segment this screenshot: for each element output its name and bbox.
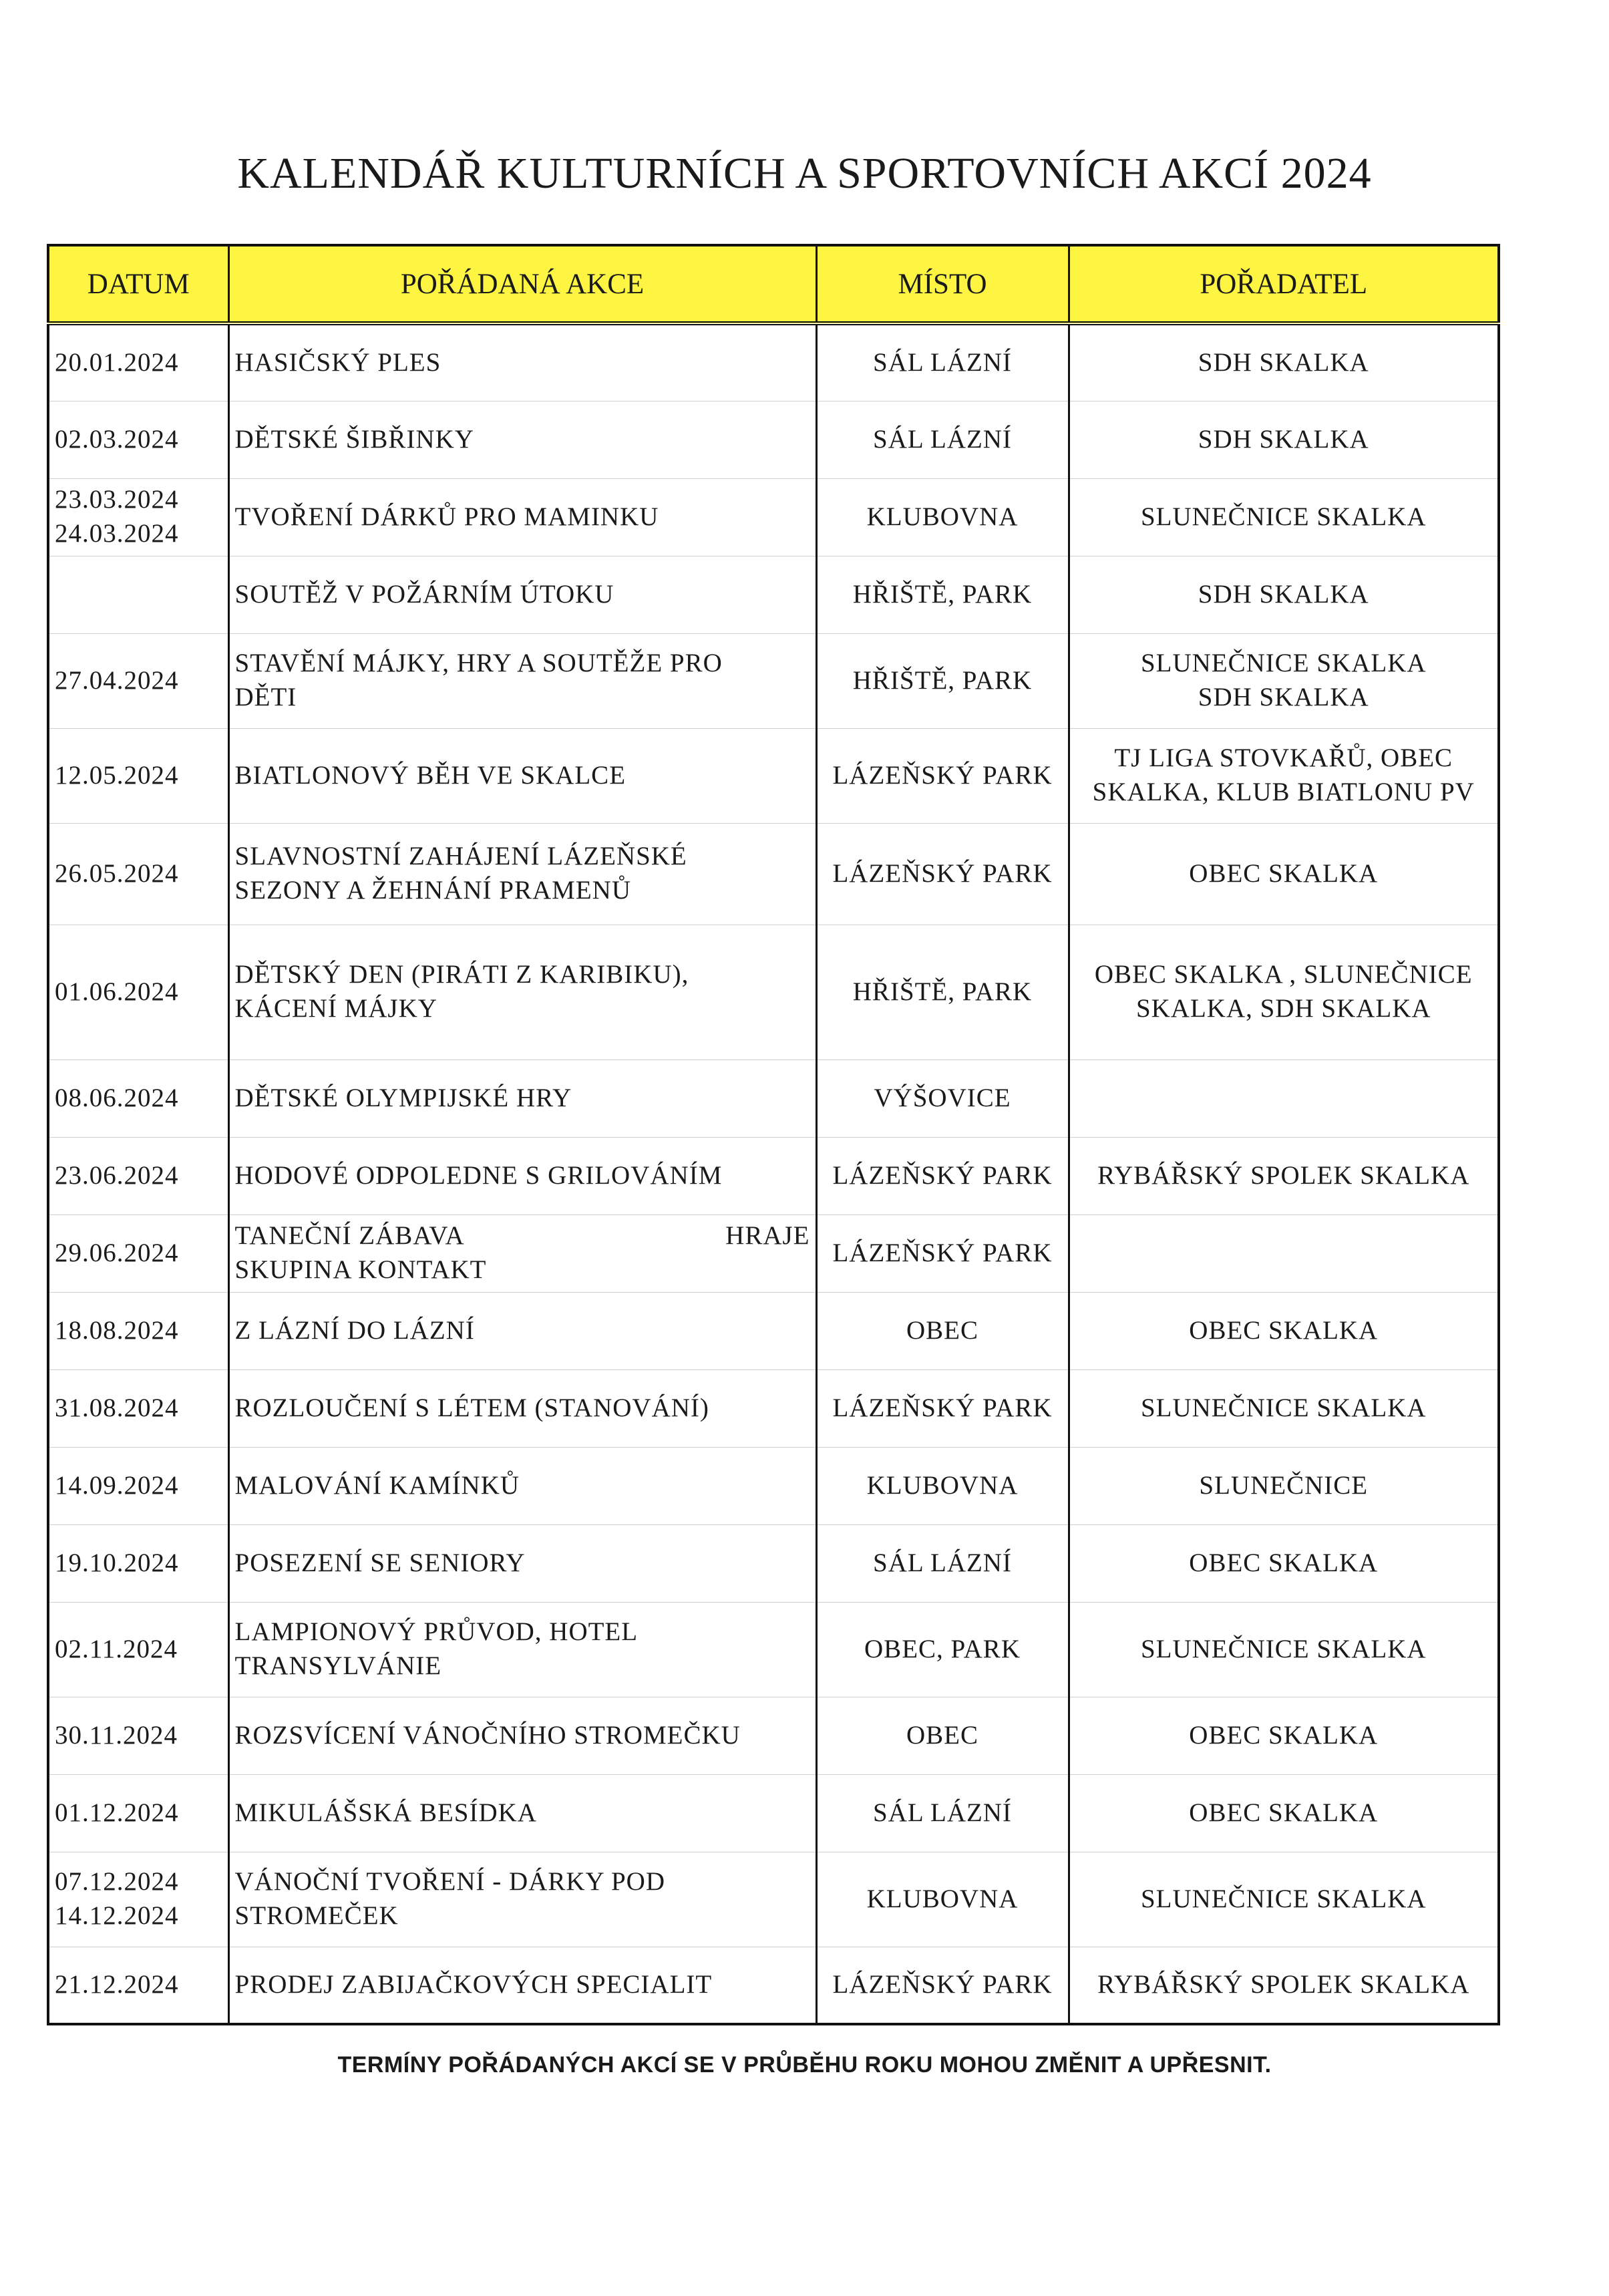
- place-cell: [816, 1852, 1069, 1947]
- event-line: HASIČSKÝ PLES: [234, 347, 441, 377]
- place-text: OBEC, PARK: [864, 1634, 1021, 1663]
- place-cell: [816, 728, 1069, 823]
- place-text: SÁL LÁZNÍ: [873, 1548, 1012, 1577]
- date-cell: [48, 1369, 228, 1447]
- place-text: OBEC: [906, 1315, 978, 1345]
- table-row: [48, 556, 1499, 633]
- event-line: ROZLOUČENÍ S LÉTEM (STANOVÁNÍ): [234, 1393, 709, 1422]
- table-row: [48, 728, 1499, 823]
- page-title: KALENDÁŘ KULTURNÍCH A SPORTOVNÍCH AKCÍ 2024: [237, 149, 1372, 198]
- date-cell: [48, 1852, 228, 1947]
- date-cell: [48, 1447, 228, 1524]
- organizer-line: SKALKA, SDH SKALKA: [1135, 994, 1431, 1023]
- place-cell: [816, 1447, 1069, 1524]
- table-row: [48, 823, 1499, 925]
- organizer-line: SKALKA, KLUB BIATLONU PV: [1092, 778, 1475, 806]
- event-line: ROZSVÍCENÍ VÁNOČNÍHO STROMEČKU: [234, 1720, 741, 1750]
- organizer-cell: [1069, 1947, 1499, 2024]
- event-cell: [228, 323, 816, 401]
- organizer-cell: [1069, 1602, 1499, 1697]
- event-cell: [228, 1292, 816, 1369]
- event-cell: [228, 823, 816, 925]
- organizer-line: SDH SKALKA: [1198, 579, 1369, 609]
- place-text: HŘIŠTĚ, PARK: [852, 977, 1033, 1006]
- date-cell: [48, 728, 228, 823]
- date-line: 23.06.2024: [55, 1160, 179, 1190]
- organizer-cell: [1069, 1369, 1499, 1447]
- organizer-line: RYBÁŘSKÝ SPOLEK SKALKA: [1097, 1160, 1470, 1190]
- organizer-line: OBEC SKALKA: [1189, 1720, 1379, 1750]
- table-row: [48, 1602, 1499, 1697]
- event-line: SLAVNOSTNÍ ZAHÁJENÍ LÁZEŇSKÉ: [234, 842, 687, 871]
- table-row: [48, 1852, 1499, 1947]
- event-line: KÁCENÍ MÁJKY: [234, 994, 437, 1023]
- organizer-cell: [1069, 1774, 1499, 1852]
- event-cell: [228, 1524, 816, 1602]
- date-line: 08.06.2024: [55, 1083, 179, 1112]
- date-cell: [48, 1524, 228, 1602]
- event-cell: [228, 1369, 816, 1447]
- organizer-cell: [1069, 823, 1499, 925]
- table-row: [48, 323, 1499, 401]
- event-line: MALOVÁNÍ KAMÍNKŮ: [234, 1470, 520, 1500]
- event-cell: [228, 556, 816, 633]
- place-text: SÁL LÁZNÍ: [873, 424, 1012, 454]
- event-cell: [228, 1137, 816, 1214]
- organizer-line: SLUNEČNICE SKALKA: [1140, 1393, 1427, 1422]
- place-cell: [816, 401, 1069, 478]
- event-cell: [228, 1602, 816, 1697]
- date-cell: [48, 1697, 228, 1774]
- date-cell: [48, 823, 228, 925]
- place-cell: [816, 1137, 1069, 1214]
- event-line: SEZONY A ŽEHNÁNÍ PRAMENŮ: [234, 876, 631, 905]
- event-cell: [228, 1774, 816, 1852]
- place-text: SÁL LÁZNÍ: [873, 347, 1012, 377]
- event-text: HRAJE: [725, 1221, 810, 1251]
- event-cell: [228, 1447, 816, 1524]
- event-cell: [228, 728, 816, 823]
- place-cell: [816, 1059, 1069, 1137]
- event-cell: [228, 1852, 816, 1947]
- place-cell: [816, 633, 1069, 728]
- event-line: [235, 1219, 810, 1253]
- event-line: TVOŘENÍ DÁRKŮ PRO MAMINKU: [234, 502, 659, 531]
- event-line: STAVĚNÍ MÁJKY, HRY A SOUTĚŽE PRO: [234, 649, 723, 678]
- date-cell: [48, 1292, 228, 1369]
- event-line: MIKULÁŠSKÁ BESÍDKA: [234, 1798, 537, 1827]
- organizer-line: SDH SKALKA: [1198, 424, 1369, 454]
- date-line: 14.09.2024: [55, 1470, 179, 1500]
- date-line: 19.10.2024: [55, 1548, 179, 1577]
- organizer-line: SLUNEČNICE SKALKA: [1140, 649, 1427, 678]
- event-line: SOUTĚŽ V POŽÁRNÍM ÚTOKU: [234, 579, 614, 609]
- event-cell: [228, 1214, 816, 1292]
- place-cell: [816, 1774, 1069, 1852]
- date-line: 30.11.2024: [55, 1720, 178, 1750]
- event-line: DĚTSKÝ DEN (PIRÁTI Z KARIBIKU),: [234, 960, 689, 989]
- date-line: 01.06.2024: [55, 977, 179, 1006]
- organizer-cell: [1069, 1214, 1499, 1292]
- date-line: 26.05.2024: [55, 858, 179, 888]
- organizer-cell: [1069, 1524, 1499, 1602]
- date-cell: [48, 556, 228, 633]
- organizer-line: RYBÁŘSKÝ SPOLEK SKALKA: [1097, 1969, 1470, 1999]
- date-line: 31.08.2024: [55, 1393, 179, 1422]
- event-cell: [228, 478, 816, 556]
- date-line: 01.12.2024: [55, 1798, 179, 1827]
- place-cell: [816, 1697, 1069, 1774]
- date-line: 12.05.2024: [55, 760, 179, 790]
- table-row: [48, 925, 1499, 1059]
- place-cell: [816, 556, 1069, 633]
- event-line: SKUPINA KONTAKT: [234, 1255, 487, 1284]
- organizer-line: SLUNEČNICE: [1199, 1470, 1369, 1500]
- table-row: [48, 1369, 1499, 1447]
- header-date: DATUM: [48, 245, 228, 323]
- event-text: TANEČNÍ ZÁBAVA: [234, 1221, 465, 1251]
- place-cell: [816, 478, 1069, 556]
- place-text: KLUBOVNA: [866, 1884, 1019, 1913]
- event-cell: [228, 1059, 816, 1137]
- place-cell: [816, 1292, 1069, 1369]
- event-cell: [228, 925, 816, 1059]
- date-cell: [48, 401, 228, 478]
- date-line: 07.12.2024: [55, 1867, 179, 1897]
- date-cell: [48, 633, 228, 728]
- date-cell: [48, 1602, 228, 1697]
- date-line: 21.12.2024: [55, 1969, 179, 1999]
- organizer-cell: [1069, 1292, 1499, 1369]
- place-cell: [816, 1947, 1069, 2024]
- date-cell: [48, 1947, 228, 2024]
- organizer-cell: [1069, 556, 1499, 633]
- date-line: 24.03.2024: [55, 519, 179, 548]
- table-row: [48, 1137, 1499, 1214]
- table-row: [48, 1524, 1499, 1602]
- organizer-line: SLUNEČNICE SKALKA: [1140, 1634, 1427, 1663]
- date-cell: [48, 323, 228, 401]
- table-row: [48, 1059, 1499, 1137]
- organizer-line: OBEC SKALKA: [1189, 1548, 1379, 1577]
- event-line: LAMPIONOVÝ PRŮVOD, HOTEL: [234, 1617, 639, 1647]
- place-text: LÁZEŇSKÝ PARK: [832, 1393, 1053, 1422]
- table-row: [48, 1447, 1499, 1524]
- date-line: 29.06.2024: [55, 1238, 179, 1267]
- organizer-cell: [1069, 1447, 1499, 1524]
- event-line: VÁNOČNÍ TVOŘENÍ - DÁRKY POD: [234, 1867, 665, 1897]
- place-text: HŘIŠTĚ, PARK: [852, 579, 1033, 609]
- event-line: STROMEČEK: [234, 1901, 399, 1930]
- date-cell: [48, 1774, 228, 1852]
- place-text: LÁZEŇSKÝ PARK: [832, 1238, 1053, 1267]
- organizer-line: TJ LIGA STOVKAŘŮ, OBEC: [1114, 744, 1453, 773]
- table-row: [48, 1774, 1499, 1852]
- place-text: HŘIŠTĚ, PARK: [852, 665, 1033, 695]
- organizer-cell: [1069, 478, 1499, 556]
- place-text: VÝŠOVICE: [874, 1083, 1011, 1112]
- organizer-cell: [1069, 925, 1499, 1059]
- place-text: LÁZEŇSKÝ PARK: [832, 1969, 1053, 1999]
- events-table: [47, 244, 1500, 2025]
- event-cell: [228, 1697, 816, 1774]
- event-line: PRODEJ ZABIJAČKOVÝCH SPECIALIT: [234, 1969, 713, 1999]
- date-line: 14.12.2024: [55, 1901, 179, 1930]
- organizer-cell: [1069, 401, 1499, 478]
- table-row: [48, 478, 1499, 556]
- date-cell: [48, 1214, 228, 1292]
- organizer-line: OBEC SKALKA: [1189, 1315, 1379, 1345]
- date-cell: [48, 925, 228, 1059]
- organizer-cell: [1069, 728, 1499, 823]
- date-cell: [48, 1059, 228, 1137]
- table-row: [48, 1697, 1499, 1774]
- organizer-line: OBEC SKALKA: [1189, 1798, 1379, 1827]
- event-line: TRANSYLVÁNIE: [234, 1651, 442, 1680]
- place-text: LÁZEŇSKÝ PARK: [832, 760, 1053, 790]
- table-row: [48, 633, 1499, 728]
- table-row: [48, 401, 1499, 478]
- place-cell: [816, 925, 1069, 1059]
- event-line: Z LÁZNÍ DO LÁZNÍ: [234, 1315, 475, 1345]
- date-line: 20.01.2024: [55, 347, 179, 377]
- place-cell: [816, 1369, 1069, 1447]
- footer-note: TERMÍNY POŘÁDANÝCH AKCÍ SE V PRŮBĚHU ROKU MOHOU ZMĚNIT A UPŘESNIT.: [337, 2052, 1272, 2078]
- date-line: 23.03.2024: [55, 485, 179, 514]
- organizer-cell: [1069, 323, 1499, 401]
- place-cell: [816, 1214, 1069, 1292]
- place-cell: [816, 1602, 1069, 1697]
- event-line: DĚTSKÉ ŠIBŘINKY: [234, 424, 474, 454]
- date-cell: [48, 478, 228, 556]
- header-organizer: POŘADATEL: [1069, 245, 1499, 323]
- place-cell: [816, 823, 1069, 925]
- organizer-cell: [1069, 1697, 1499, 1774]
- organizer-line: OBEC SKALKA: [1189, 858, 1379, 888]
- organizer-line: SDH SKALKA: [1198, 347, 1369, 377]
- organizer-cell: [1069, 1137, 1499, 1214]
- place-text: KLUBOVNA: [866, 502, 1019, 531]
- header-place: MÍSTO: [816, 245, 1069, 323]
- date-cell: [48, 1137, 228, 1214]
- organizer-line: SLUNEČNICE SKALKA: [1140, 1884, 1427, 1913]
- date-line: 02.03.2024: [55, 424, 179, 454]
- place-text: LÁZEŇSKÝ PARK: [832, 858, 1053, 888]
- place-text: OBEC: [906, 1720, 978, 1750]
- organizer-cell: [1069, 633, 1499, 728]
- event-line: DĚTSKÉ OLYMPIJSKÉ HRY: [234, 1083, 572, 1112]
- table-row: [48, 1292, 1499, 1369]
- place-cell: [816, 1524, 1069, 1602]
- event-cell: [228, 633, 816, 728]
- event-cell: [228, 1947, 816, 2024]
- date-line: 02.11.2024: [55, 1634, 178, 1663]
- event-cell: [228, 401, 816, 478]
- date-line: 27.04.2024: [55, 665, 179, 695]
- place-text: SÁL LÁZNÍ: [873, 1798, 1012, 1827]
- organizer-line: SDH SKALKA: [1198, 683, 1369, 711]
- event-line: HODOVÉ ODPOLEDNE S GRILOVÁNÍM: [234, 1160, 723, 1190]
- place-text: KLUBOVNA: [866, 1470, 1019, 1500]
- place-text: LÁZEŇSKÝ PARK: [832, 1160, 1053, 1190]
- header-event: POŘÁDANÁ AKCE: [228, 245, 816, 323]
- table-header-row: [48, 245, 1499, 323]
- event-line: BIATLONOVÝ BĚH VE SKALCE: [234, 760, 627, 790]
- event-line: DĚTI: [234, 683, 297, 711]
- place-cell: [816, 323, 1069, 401]
- organizer-cell: [1069, 1059, 1499, 1137]
- date-line: 18.08.2024: [55, 1315, 179, 1345]
- event-line: POSEZENÍ SE SENIORY: [234, 1548, 526, 1577]
- organizer-cell: [1069, 1852, 1499, 1947]
- table-row: [48, 1214, 1499, 1292]
- table-row: [48, 1947, 1499, 2024]
- organizer-line: OBEC SKALKA , SLUNEČNICE: [1094, 960, 1473, 989]
- organizer-line: SLUNEČNICE SKALKA: [1140, 502, 1427, 531]
